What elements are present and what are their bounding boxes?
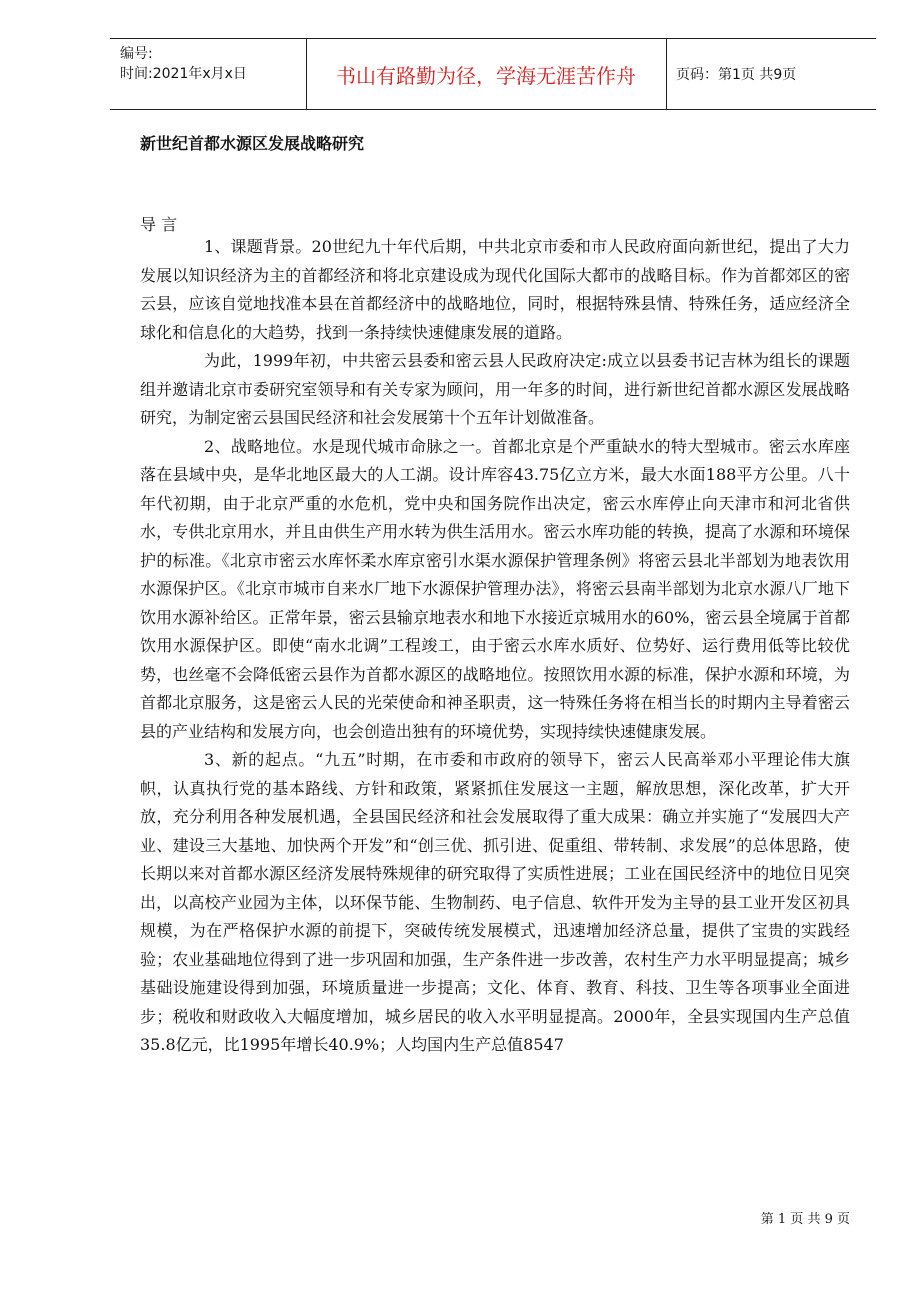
header-motto-cell: [306, 39, 667, 109]
document-title: 新世纪首都水源区发展战略研究: [140, 134, 365, 153]
header-page-info: 页码：第1页 共9页: [676, 67, 797, 83]
serial-number-label: 编号:: [120, 46, 153, 62]
header-meta-cell: [110, 39, 307, 109]
page-footer: 第 1 页 共 9 页: [760, 1212, 850, 1227]
body-paragraph: 3、新的起点。“九五”时期，在市委和市政府的领导下，密云人民高举邓小平理论伟大旗帜，认真执行党的基本路线、方针和政策，紧紧抓住发展这一主题，解放思想，深化改革，扩大开放，充分利用各种发展机遇，全县国民经济和社会发展取得了重大成果：确立并实施了“发展四大产业、建设三大基地、加快两个开发”和“创三优、抓引进、促重组、带转制、求发展”的总体思路，使长期以来对首都水源区经济发展特殊规律的研究取得了实质性进展；工业在国民经济中的地位日见突出，以高校产业园为主体，以环保节能、生物制药、电子信息、软件开发为主导的县工业开发区初具规模，为在严格保护水源的前提下，突破传统发展模式，迅速增加经济总量，提供了宝贵的实践经验；农业基础地位得到了进一步巩固和加强，生产条件进一步改善，农村生产力水平明显提高；城乡基础设施建设得到加强，环境质量进一步提高；文化、体育、教育、科技、卫生等各项事业全面进步；税收和财政收入大幅度增加，城乡居民的收入水平明显提高。2000年，全县实现国内生产总值35.8亿元，比1995年增长40.9%；人均国内生产总值8547: [140, 750, 850, 1054]
section-heading: 导 言: [140, 215, 178, 234]
header-motto: 书山有路勤为径，学海无涯苦作舟: [336, 64, 636, 88]
time-label: 时间:2021年x月x日: [120, 66, 247, 82]
header-page-cell: [666, 39, 876, 109]
body-paragraph: 2、战略地位。水是现代城市命脉之一。首都北京是个严重缺水的特大型城市。密云水库座落在县域中央，是华北地区最大的人工湖。设计库容43.75亿立方米，最大水面188平方公里。八十年代初期，由于北京严重的水危机，党中央和国务院作出决定，密云水库停止向天津市和河北省供水，专供北京用水，并且由供生产用水转为供生活用水。密云水库功能的转换，提高了水源和环境保护的标准。《北京市密云水库怀柔水库京密引水渠水源保护管理条例》将密云县北半部划为地表饮用水源保护区。《北京市城市自来水厂地下水源保护管理办法》，将密云县南半部划为北京水源八厂地下饮用水源补给区。正常年景，密云县输京地表水和地下水接近京城用水的60%，密云县全境属于首都饮用水源保护区。即使“南水北调”工程竣工，由于密云水库水质好、位势好、运行费用低等比较优势，也丝毫不会降低密云县作为首都水源区的战略地位。按照饮用水源的标准，保护水源和环境，为首都北京服务，这是密云人民的光荣使命和神圣职责，这一特殊任务将在相当长的时期内主导着密云县的产业结构和发展方向，也会创造出独有的环境优势，实现持续快速健康发展。: [140, 436, 850, 741]
document-body: [140, 233, 850, 1060]
body-paragraph: 为此，1999年初，中共密云县委和密云县人民政府决定:成立以县委书记吉林为组长的课题组并邀请北京市委研究室领导和有关专家为顾问，用一年多的时间，进行新世纪首都水源区发展战略研究，为制定密云县国民经济和社会发展第十个五年计划做准备。: [140, 351, 850, 427]
body-paragraph: 1、课题背景。20世纪九十年代后期，中共北京市委和市人民政府面向新世纪，提出了大力发展以知识经济为主的首都经济和将北京建设成为现代化国际大都市的战略目标。作为首都郊区的密云县，应该自觉地找准本县在首都经济中的战略地位，同时，根据特殊县情、特殊任务，适应经济全球化和信息化的大趋势，找到一条持续快速健康发展的道路。: [140, 237, 850, 342]
page-header: [110, 38, 876, 110]
